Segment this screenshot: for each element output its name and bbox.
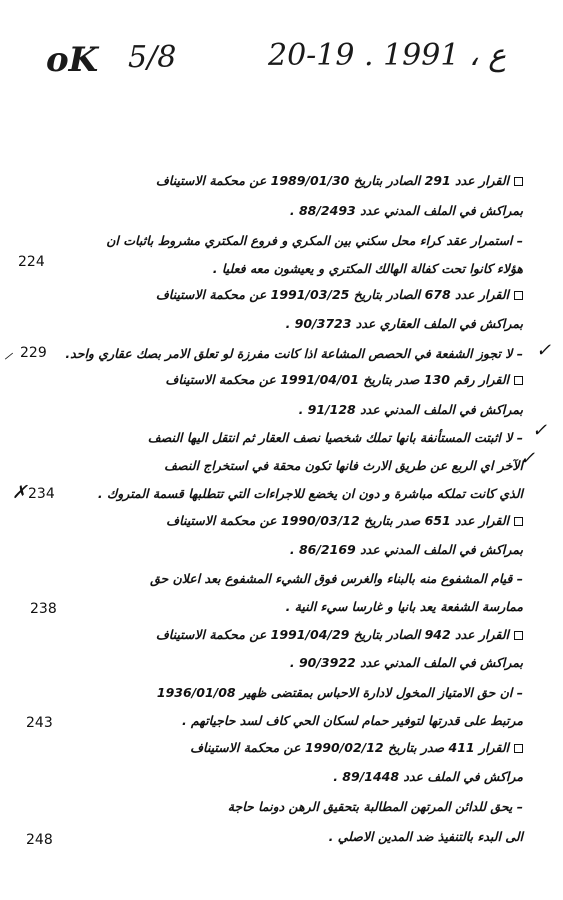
text-line: هؤلاء كانوا تحت كفالة الهالك المكتري و يعيشون معه فعليا . (212, 261, 523, 276)
text-line: مرتبط على قدرتها لتوفير حمام لسكان الحي كاف لسد حاجياتهم . (181, 713, 523, 728)
handwritten-fraction: 5/8 (128, 40, 177, 75)
text-line: – لا تجوز الشفعة في الحصص المشاعة اذا كانت مفرزة لو تعلق الامر بصك عقاري واحد. (65, 346, 523, 361)
handwritten-reference: 20-19 . ع ، 1991 (268, 38, 507, 73)
checkbox-icon (514, 631, 523, 640)
checkbox-icon (514, 744, 523, 753)
page-number: 234 (28, 486, 55, 502)
text-line: – ان حق الامتياز المخول لادارة الاحباس بمقتضى ظهير 1936/01/08 (156, 685, 523, 700)
check-mark-icon: ✓ (536, 340, 552, 361)
text-line: – استمرار عقد كراء محل سكني بين المكري و فروع المكتري مشروط باثبات ان (106, 233, 523, 248)
decision-line: القرار رقم 130 صدر بتاريخ 1991/04/01 عن محكمة الاستيناف (103, 369, 523, 391)
text-line: ممارسة الشفعة يعد بانيا و غارسا سيء النية . (285, 599, 523, 614)
page-number: 248 (26, 832, 53, 848)
decision-line: القرار عدد 651 صدر بتاريخ 1990/03/12 عن محكمة الاستيناف (103, 510, 523, 532)
page-number: 224 (18, 254, 45, 270)
page-number: 243 (26, 715, 53, 731)
text-line: بمراكش في الملف المدني عدد 90/3922 . (289, 655, 523, 670)
check-mark-icon: ✓ (532, 420, 548, 441)
decision-line: القرار عدد 942 الصادر بتاريخ 1991/04/29 عن محكمة الاستيناف (103, 624, 523, 646)
cross-mark-icon: ✗ (12, 482, 28, 503)
checkbox-icon (514, 517, 523, 526)
tick-mark-icon: ⸝ (4, 342, 13, 363)
checkbox-icon (514, 291, 523, 300)
checkbox-icon (514, 376, 523, 385)
text-line: بمراكش في الملف المدني عدد 91/128 . (298, 402, 523, 417)
text-line: مراكش في الملف عدد 89/1448 . (333, 769, 523, 784)
text-line: الذي كانت تملكه مباشرة و دون ان يخضع للاجراءات التي تتطلبها قسمة المتروك . (97, 486, 523, 501)
decision-line: القرار عدد 678 الصادر بتاريخ 1991/03/25 عن محكمة الاستيناف (103, 284, 523, 306)
handwritten-ok: oK (46, 40, 99, 80)
text-line: بمراكش في الملف العقاري عدد 90/3723 . (285, 316, 523, 331)
text-line: الى البدء بالتنفيذ ضد المدين الاصلي . (328, 829, 523, 844)
text-line: الآخر اي الربع عن طريق الارث فانها تكون محقة في استخراج النصف (164, 458, 523, 473)
text-line: – قيام المشفوع منه بالبناء والغرس فوق الشيء المشفوع بعد اعلان حق (150, 571, 523, 586)
decision-line: القرار عدد 291 الصادر بتاريخ 1989/01/30 عن محكمة الاستيناف (103, 170, 523, 192)
page-number: 229 (20, 345, 47, 361)
checkbox-icon (514, 177, 523, 186)
text-line: بمراكش في الملف المدني عدد 88/2493 . (289, 203, 523, 218)
text-line: – يحق للدائن المرتهن المطالبة بتحقيق الرهن دونما حاجة (227, 799, 523, 814)
decision-line: القرار 411 صدر بتاريخ 1990/02/12 عن محكمة الاستيناف (103, 737, 523, 759)
page-number: 238 (30, 601, 57, 617)
check-mark-icon: ✓ (520, 448, 536, 469)
text-line: بمراكش في الملف المدني عدد 86/2169 . (289, 542, 523, 557)
text-line: – لا اثبتت المستأنفة بانها تملك شخصيا نصف العقار ثم انتقل اليها النصف (147, 430, 523, 445)
